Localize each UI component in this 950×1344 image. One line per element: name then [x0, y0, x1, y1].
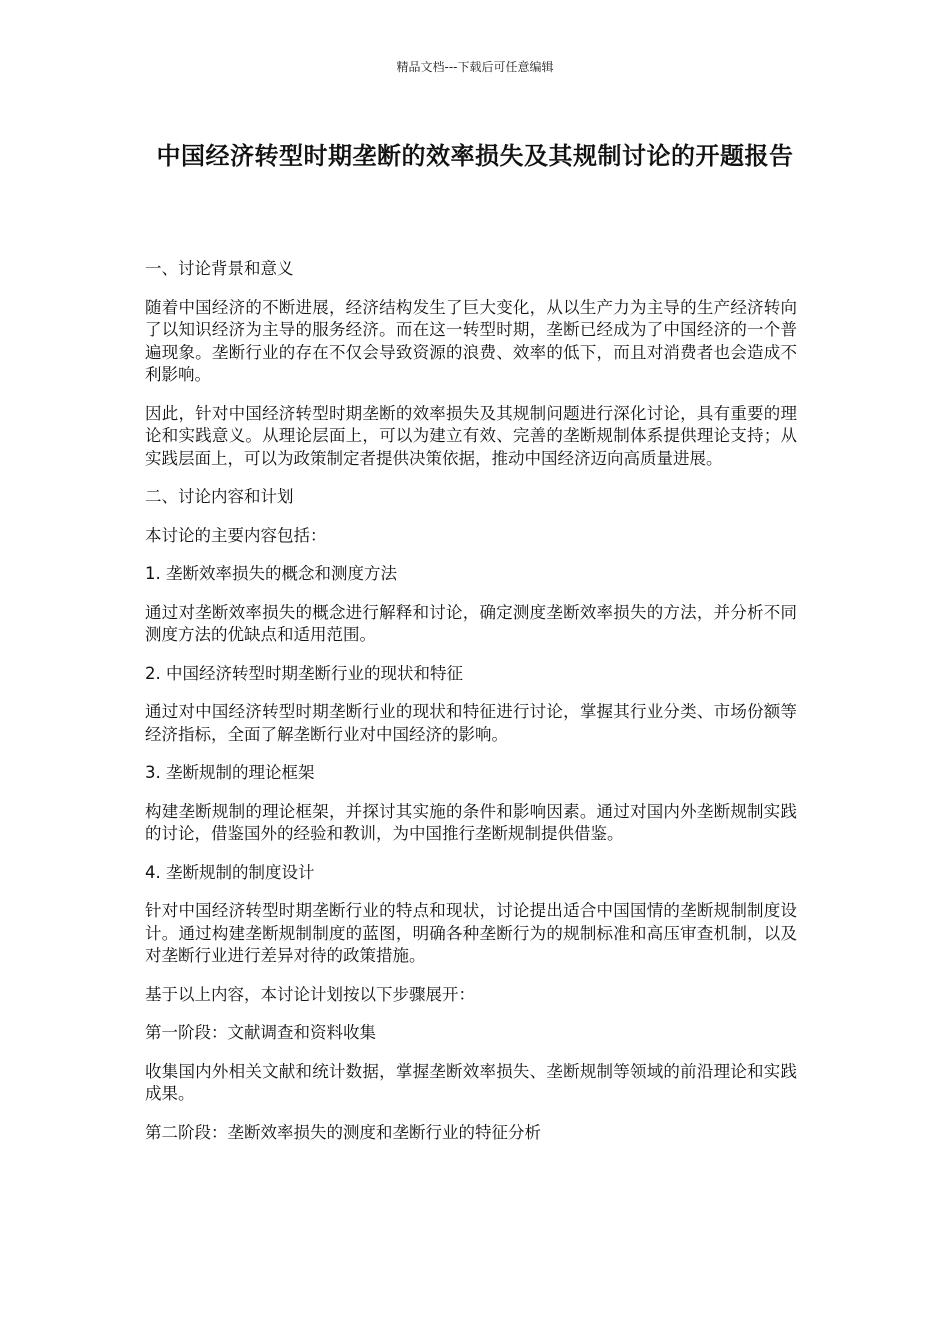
subheading-stage-2: 第二阶段：垄断效率损失的测度和垄断行业的特征分析 [145, 1122, 541, 1142]
section-heading-content-plan: 二、讨论内容和计划 [145, 487, 294, 506]
paragraph: 因此，针对中国经济转型时期垄断的效率损失及其规制问题进行深化讨论，具有重要的理论和实践意义。从理论层面上，可以为建立有效、完善的垄断规制体系提供理论支持；从实践层面上，可以为政策制定者提供决策依据，推动中国经济迈向高质量进展。 [145, 403, 797, 468]
subheading-item-4: 4. 垄断规制的制度设计 [145, 862, 315, 882]
subheading-item-3: 3. 垄断规制的理论框架 [145, 763, 315, 782]
subheading-item-2: 2. 中国经济转型时期垄断行业的现状和特征 [145, 663, 463, 683]
header-note: 精品文档---下载后可任意编辑 [396, 60, 554, 74]
paragraph: 针对中国经济转型时期垄断行业的特点和现状，讨论提出适合中国国情的垄断规制制度设计。通过构建垄断规制制度的蓝图，明确各种垄断行为的规制标准和高压审查机制，以及对垄断行业进行差异对待的政策措施。 [145, 901, 797, 965]
document-body [145, 258, 797, 1160]
paragraph: 通过对中国经济转型时期垄断行业的现状和特征进行讨论，掌握其行业分类、市场份额等经济指标，全面了解垄断行业对中国经济的影响。 [145, 702, 797, 744]
section-heading-background: 一、讨论背景和意义 [145, 259, 294, 278]
paragraph: 基于以上内容，本讨论计划按以下步骤展开： [145, 984, 475, 1004]
paragraph: 构建垄断规制的理论框架，并探讨其实施的条件和影响因素。通过对国内外垄断规制实践的讨论，借鉴国外的经验和教训，为中国推行垄断规制提供借鉴。 [145, 801, 797, 843]
document-title: 中国经济转型时期垄断的效率损失及其规制讨论的开题报告 [156, 142, 794, 170]
subheading-item-1: 1. 垄断效率损失的概念和测度方法 [145, 564, 397, 583]
paragraph: 随着中国经济的不断进展，经济结构发生了巨大变化，从以生产力为主导的生产经济转向了以知识经济为主导的服务经济。而在这一转型时期，垄断已经成为了中国经济的一个普遍现象。垄断行业的存在不仅会导致资源的浪费、效率的低下，而且对消费者也会造成不利影响。 [145, 297, 797, 384]
paragraph: 通过对垄断效率损失的概念进行解释和讨论，确定测度垄断效率损失的方法，并分析不同测度方法的优缺点和适用范围。 [145, 602, 797, 644]
paragraph: 本讨论的主要内容包括： [145, 525, 327, 545]
subheading-stage-1: 第一阶段：文献调查和资料收集 [145, 1023, 376, 1042]
paragraph: 收集国内外相关文献和统计数据，掌握垄断效率损失、垄断规制等领域的前沿理论和实践成果。 [145, 1061, 797, 1103]
